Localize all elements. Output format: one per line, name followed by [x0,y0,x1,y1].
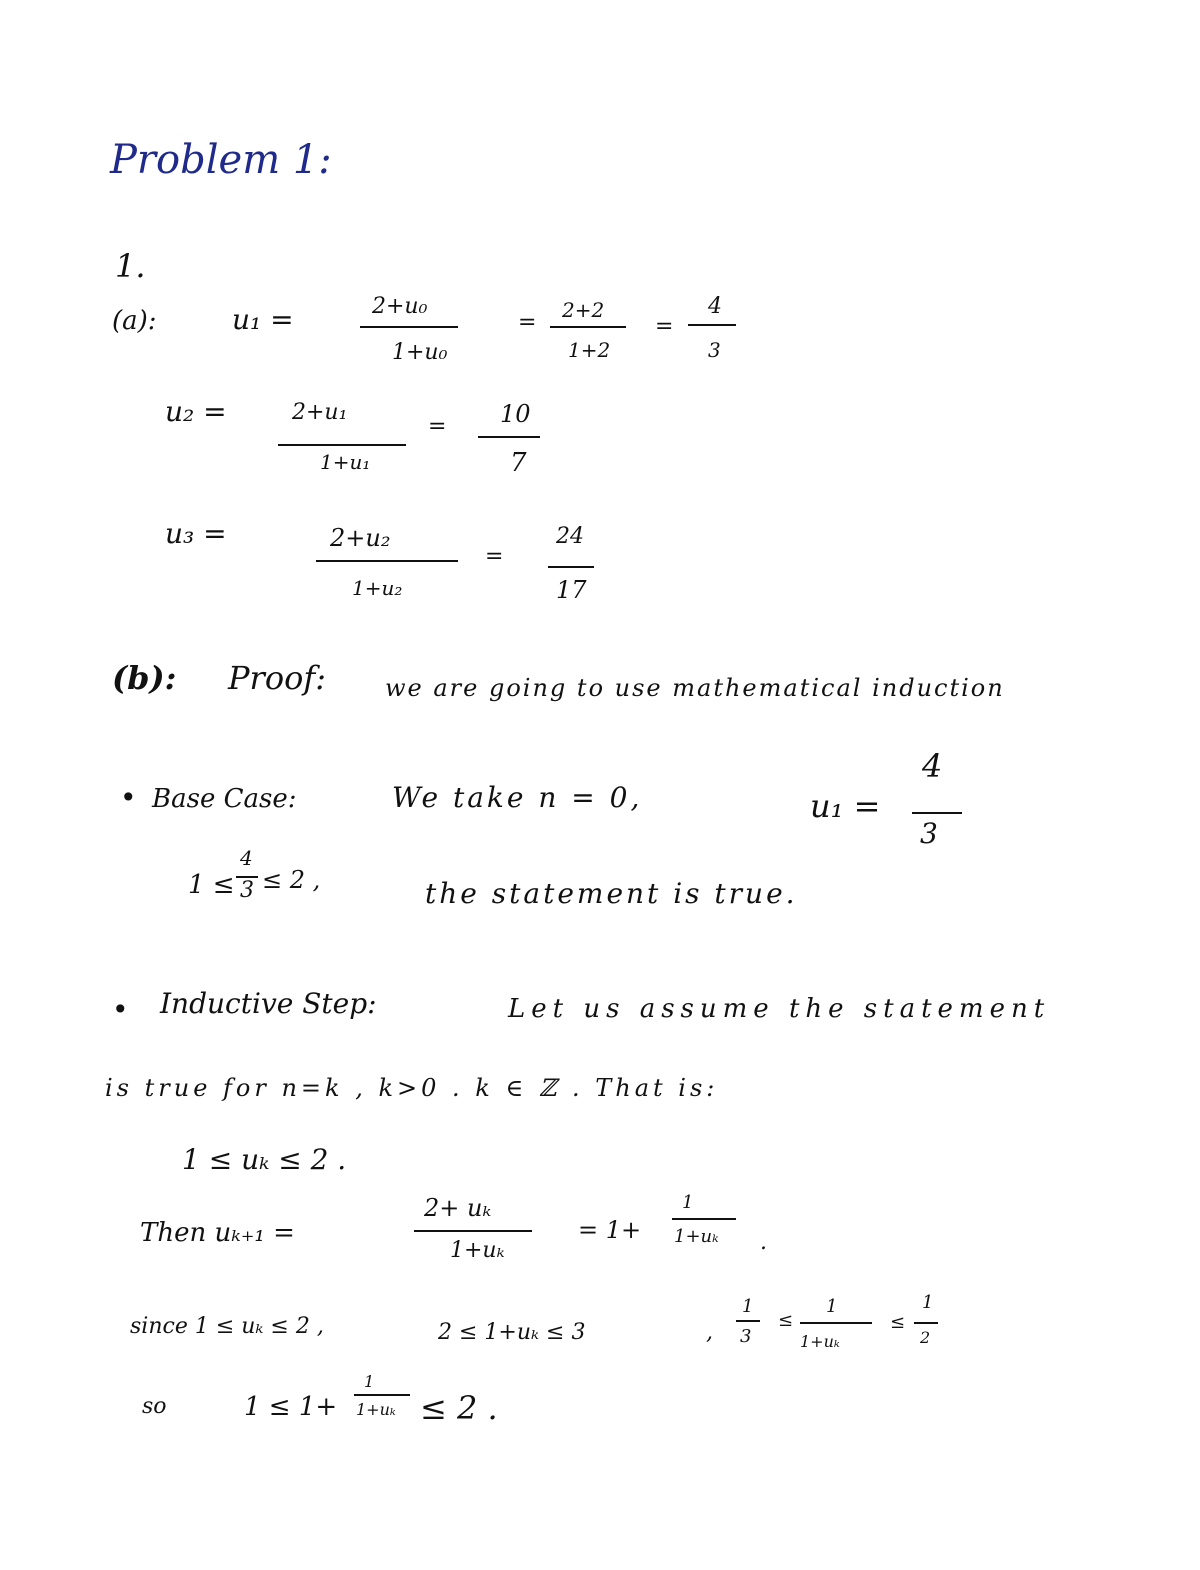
inductive-bullet: • [112,993,129,1026]
part-a-label: (a): [112,306,157,336]
so-left: 1 ≤ 1+ [244,1392,338,1422]
u3-result-denominator: 17 [556,576,587,604]
proof-intro-text: we are going to use mathematical induction [385,674,1005,702]
u1-result-numerator: 4 [708,294,722,319]
since-frac3-denominator: 2 [920,1328,931,1347]
base-ineq-left: 1 ≤ [188,870,235,900]
u1-fraction-bar-2 [550,326,626,328]
inductive-assumption-text: Let us assume the statement [508,994,1051,1024]
part-b-label: (b): [112,659,177,697]
u2-equals: = [428,414,447,439]
u1-equals-2: = [655,314,674,339]
so-label: so [142,1394,167,1419]
base-ineq-denominator: 3 [240,878,254,903]
u3-equals: = [485,544,504,569]
proof-label: Proof: [228,659,326,697]
base-case-u1-numerator: 4 [922,747,943,785]
base-case-u1-bar [912,812,962,814]
base-case-label: Base Case: [152,784,297,814]
u1-equals: = [518,310,537,335]
u1-result-denominator: 3 [708,338,721,362]
then-denominator-2: 1+uₖ [674,1226,719,1247]
since-comma: , [706,1320,713,1345]
u3-numerator: 2+u₂ [330,524,391,552]
since-frac2-bar [800,1322,872,1324]
problem-title: Problem 1: [110,137,332,183]
u2-fraction-bar [278,444,406,446]
u3-result-bar [548,566,594,568]
u1-numerator-2: 2+2 [562,298,605,322]
so-numerator: 1 [364,1372,375,1391]
u1-fraction-bar [360,326,458,328]
since-frac1-denominator: 3 [740,1326,752,1347]
base-case-u1-denominator: 3 [920,817,938,850]
since-frac3-bar [914,1322,938,1324]
u3-denominator: 1+u₂ [352,576,403,600]
since-frac1-bar [736,1320,760,1322]
inductive-hypothesis-text: is true for n=k , k>0 . k ∈ ℤ . That is: [105,1074,719,1102]
u1-denominator: 1+u₀ [392,340,448,365]
since-le1: ≤ [778,1310,794,1331]
since-le2: ≤ [890,1312,906,1333]
u1-lhs: u₁ = [232,303,294,336]
since-frac3-numerator: 1 [922,1292,934,1313]
since-frac1-numerator: 1 [742,1296,754,1317]
base-case-u1: u₁ = [810,787,881,825]
u1-result-bar [688,324,736,326]
u2-lhs: u₂ = [165,395,227,428]
then-denominator: 1+uₖ [450,1238,505,1263]
u1-numerator: 2+u₀ [372,294,428,319]
u2-result-numerator: 10 [500,400,531,428]
u1-denominator-2: 1+2 [568,338,611,362]
so-fraction-bar [354,1394,410,1396]
base-case-conclusion: the statement is true. [425,877,798,910]
inductive-step-label: Inductive Step: [160,987,377,1020]
u2-result-bar [478,436,540,438]
since-frac2-numerator: 1 [826,1296,838,1317]
u3-result-numerator: 24 [556,524,584,549]
then-equals: = 1+ [578,1216,642,1244]
inductive-hypothesis: 1 ≤ uₖ ≤ 2 . [182,1143,347,1176]
base-ineq-numerator: 4 [240,846,253,870]
then-numerator-2: 1 [682,1192,694,1213]
then-numerator: 2+ uₖ [424,1194,492,1222]
u3-fraction-bar [316,560,458,562]
then-fraction-bar-2 [672,1218,736,1220]
u2-denominator: 1+u₁ [320,450,371,474]
u2-result-denominator: 7 [510,448,527,478]
then-lhs: Then uₖ₊₁ = [140,1218,295,1248]
u2-numerator: 2+u₁ [292,400,348,425]
problem-number: 1. [115,247,146,285]
base-ineq-right: ≤ 2 , [262,866,321,894]
since-first: since 1 ≤ uₖ ≤ 2 , [130,1314,324,1339]
since-frac2-denominator: 1+uₖ [800,1332,840,1351]
base-case-bullet: • [120,781,137,814]
then-fraction-bar [414,1230,532,1232]
so-right: ≤ 2 . [420,1389,498,1427]
so-denominator: 1+uₖ [356,1400,396,1419]
base-case-text: We take n = 0, [392,781,643,814]
then-end: . [760,1230,767,1255]
u3-lhs: u₃ = [165,517,227,550]
since-second: 2 ≤ 1+uₖ ≤ 3 [438,1320,586,1345]
